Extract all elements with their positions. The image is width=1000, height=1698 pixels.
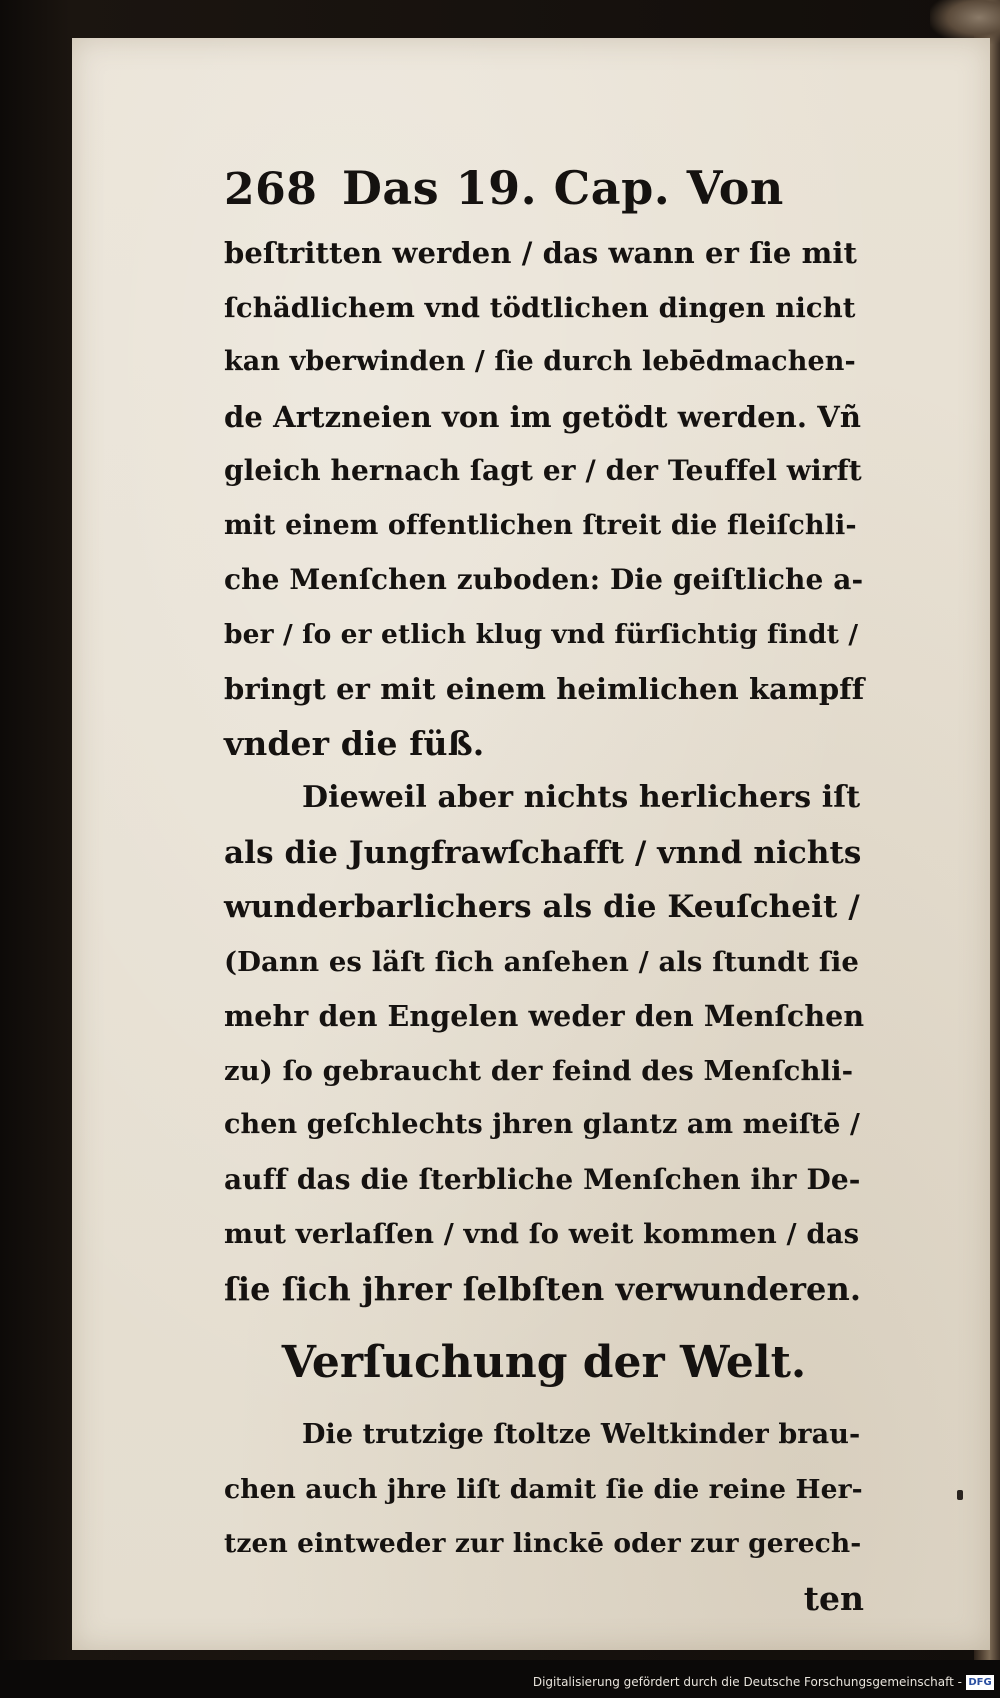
- text-line: Dieweil aber nichts herlichers iſt: [302, 780, 861, 815]
- catchword: ten: [803, 1578, 864, 1618]
- digitization-credit: Digitalisierung gefördert durch die Deutsche Forschungsgemeinschaft -: [532, 1675, 962, 1689]
- text-line: beſtritten werden / das wann er ſie mit: [224, 236, 857, 270]
- text-line: de Artzneien von im getödt werden. Vñ: [224, 399, 862, 434]
- text-line: che Menſchen zuboden: Die geiſtliche a-: [224, 563, 864, 596]
- text-line: ſchädlichem vnd tödtlichen dingen nicht: [224, 291, 856, 324]
- book-page: [72, 38, 990, 1650]
- text-line: gleich hernach ſagt er / der Teuffel wirft: [224, 454, 862, 487]
- credit-bar: [0, 1660, 1000, 1698]
- text-line: kan vberwinden / ſie durch lebēdmachen-: [224, 346, 856, 377]
- text-line: als die Jungfrawſchafft / vnnd nichts: [224, 834, 862, 871]
- text-line: bringt er mit einem heimlichen kampff: [224, 672, 865, 706]
- paragraph-2: [224, 771, 864, 1316]
- text-block: [224, 150, 864, 1626]
- text-line: ber / ſo er etlich klug vnd fürſichtig findt /: [224, 618, 859, 650]
- text-line: chen geſchlechts jhren glantz am meiſtē /: [224, 1109, 860, 1140]
- paragraph-1: [224, 226, 864, 771]
- page-number: 268: [224, 164, 318, 215]
- ink-speck: [957, 1490, 963, 1500]
- text-line: Die trutzige ſtoltze Weltkinder brau-: [302, 1419, 861, 1450]
- paragraph-3: [224, 1408, 864, 1572]
- text-line: tzen eintweder zur linckē oder zur gerech-: [224, 1528, 862, 1559]
- text-line: auff das die ſterbliche Menſchen ihr De-: [224, 1162, 861, 1196]
- text-line: (Dann es läſt ſich anſehen / als ſtundt ſie: [224, 945, 859, 978]
- text-line: mit einem offentlichen ſtreit die fleiſchli-: [224, 509, 857, 541]
- text-line: mehr den Engelen weder den Menſchen: [224, 999, 865, 1033]
- text-line: ſie ſich jhrer ſelbſten verwunderen.: [224, 1269, 862, 1308]
- section-heading: Verſuchung der Welt.: [281, 1337, 807, 1388]
- text-line: mut verlaſſen / vnd ſo weit kommen / das: [224, 1218, 860, 1250]
- running-title: Das 19. Cap. Von: [342, 161, 784, 215]
- text-line: chen auch jhre liſt damit ſie die reine Her-: [224, 1473, 863, 1505]
- running-head: [224, 150, 864, 226]
- text-line: zu) ſo gebraucht der feind des Menſchli-: [224, 1054, 854, 1087]
- text-line: vnder die füß.: [224, 723, 485, 763]
- text-line: wunderbarlichers als die Keuſcheit /: [224, 889, 860, 925]
- dfg-logo: DFG: [966, 1675, 994, 1690]
